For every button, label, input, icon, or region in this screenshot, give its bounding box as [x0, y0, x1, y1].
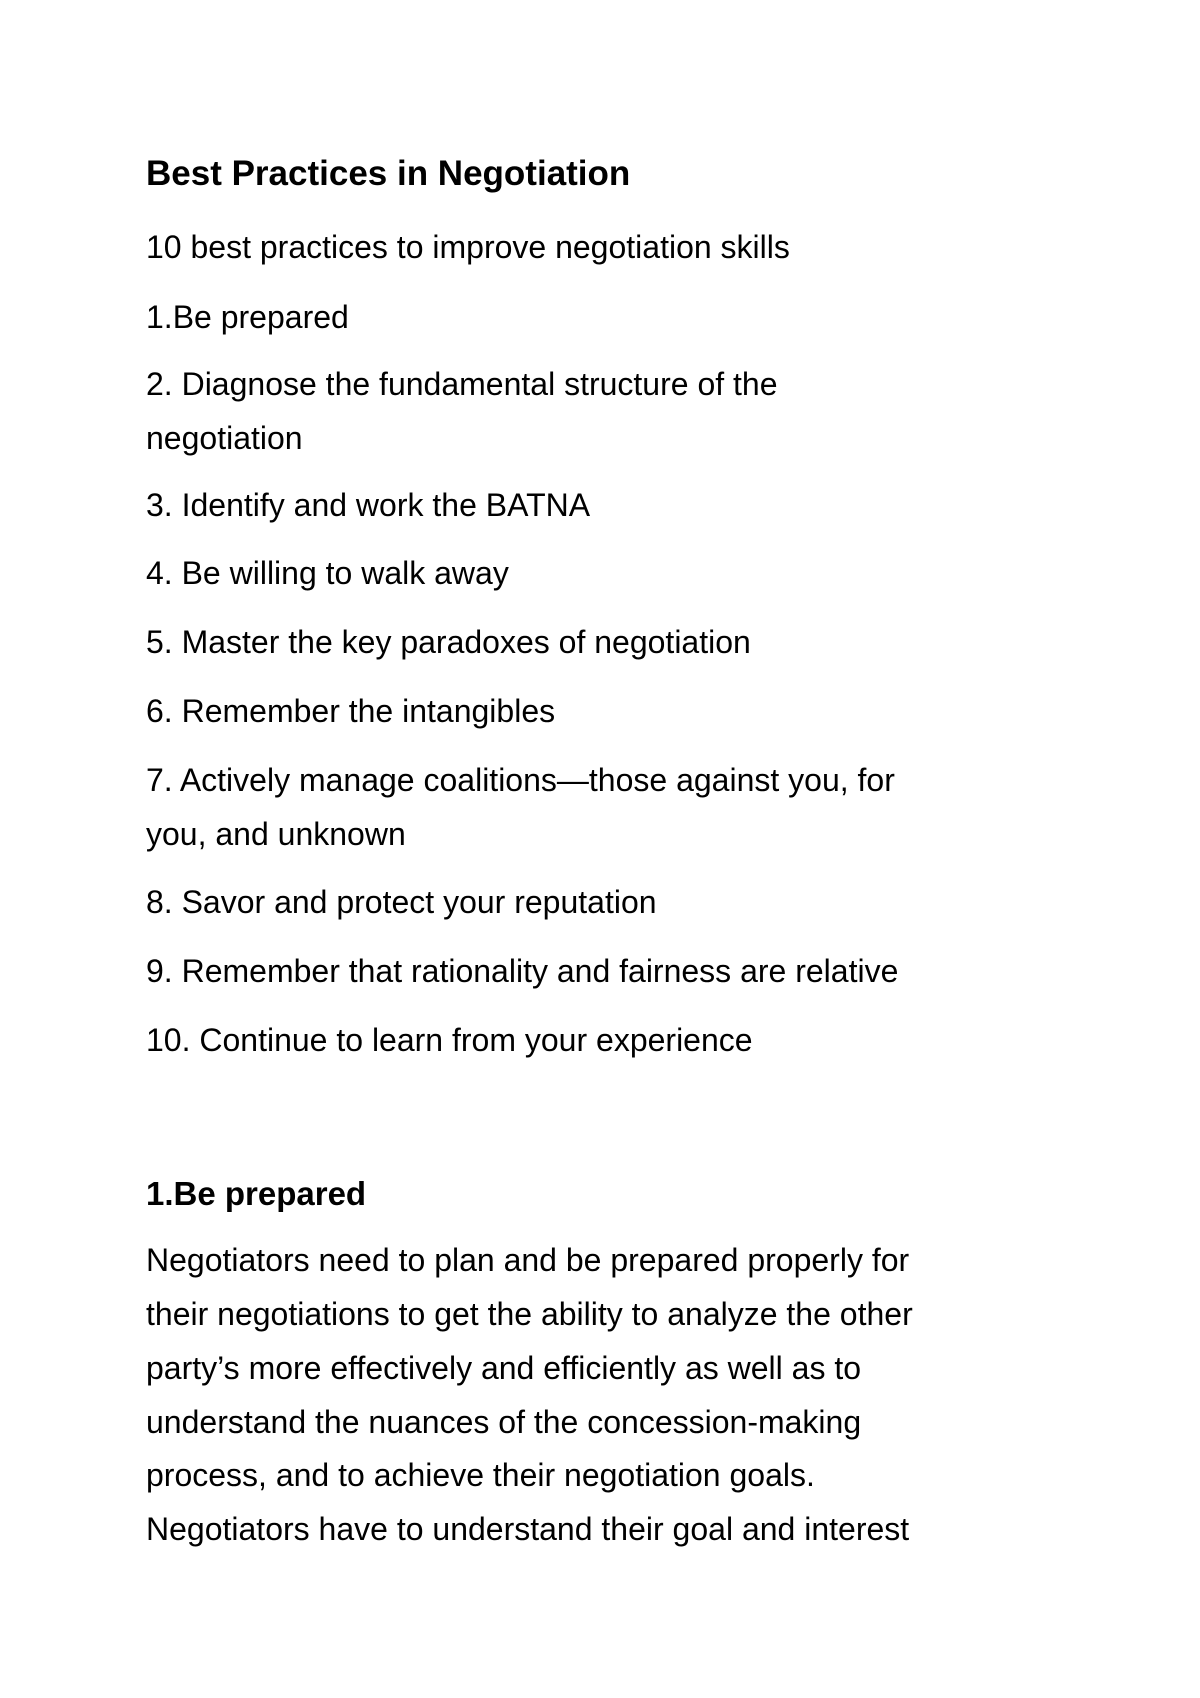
paragraph-line: Negotiators have to understand their goal and interest	[146, 1511, 910, 1547]
list-item: 6. Remember the intangibles	[146, 693, 556, 729]
document-title: Best Practices in Negotiation	[146, 154, 631, 193]
list-item: 7. Actively manage coalitions—those against you, for	[146, 762, 895, 798]
list-item: negotiation	[146, 420, 303, 456]
intro-text: 10 best practices to improve negotiation skills	[146, 229, 790, 265]
paragraph-line: Negotiators need to plan and be prepared properly for	[146, 1242, 910, 1278]
paragraph-line: process, and to achieve their negotiation goals.	[146, 1457, 815, 1493]
list-item: 2. Diagnose the fundamental structure of the	[146, 366, 778, 402]
section-heading: 1.Be prepared	[146, 1175, 367, 1212]
list-item: 5. Master the key paradoxes of negotiation	[146, 624, 751, 660]
list-item: 3. Identify and work the BATNA	[146, 487, 591, 523]
list-item: 8. Savor and protect your reputation	[146, 884, 657, 920]
paragraph-line: understand the nuances of the concession-making	[146, 1404, 862, 1440]
list-item: you, and unknown	[146, 816, 406, 852]
list-item: 1.Be prepared	[146, 299, 349, 335]
list-item: 9. Remember that rationality and fairness are relative	[146, 953, 899, 989]
paragraph-line: their negotiations to get the ability to analyze the other	[146, 1296, 913, 1332]
paragraph-line: party’s more effectively and efficiently as well as to	[146, 1350, 862, 1386]
list-item: 10. Continue to learn from your experience	[146, 1022, 753, 1058]
list-item: 4. Be willing to walk away	[146, 555, 509, 591]
